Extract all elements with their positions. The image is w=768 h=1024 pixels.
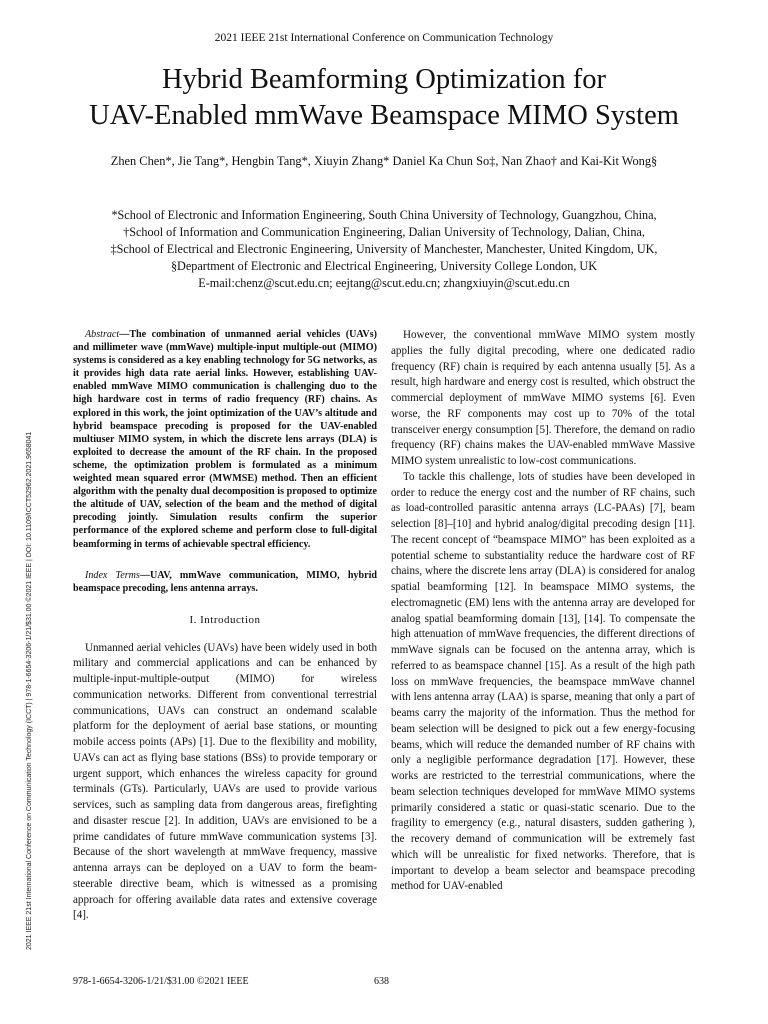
conference-header: 2021 IEEE 21st International Conference on Communication Technology bbox=[214, 32, 554, 44]
affiliations bbox=[20, 207, 748, 292]
section-heading-introduction: I. Introduction bbox=[189, 613, 261, 626]
abstract bbox=[73, 328, 377, 551]
index-terms-text: —UAV, mmWave communication, MIMO, hybrid beamspace precoding, lens antenna arrays. bbox=[73, 569, 377, 594]
right-column bbox=[391, 328, 695, 895]
title-line-2: UAV-Enabled mmWave Beamspace MIMO System bbox=[89, 100, 679, 131]
author-list: Zhen Chen*, Jie Tang*, Hengbin Tang*, Xiuyin Zhang* Daniel Ka Chun So‡, Nan Zhao† and Kai-Kit Wong§ bbox=[110, 154, 658, 168]
email-line: E-mail:chenz@scut.edu.cn; eejtang@scut.edu.cn; zhangxiuyin@scut.edu.cn bbox=[198, 276, 570, 290]
affiliation-dalian: †School of Information and Communication Engineering, Dalian University of Technology, Dalian, China, bbox=[123, 225, 645, 239]
index-terms bbox=[73, 569, 377, 595]
body-paragraph-2: To tackle this challenge, lots of studies have been developed in order to reduce the energy cost and the number of RF chains, such as load-controlled parasitic antenna arrays (LC-PAAs) [7], beam selection [8]–[10] and hybrid analog/digital precoding design [11]. The recent concept of “beamspace MIMO” has been exploited as a potential scheme to substantiality reduce the hardware cost of RF chains, where the discrete lens array (DLA) is considered for analog spatial beamforming [12]. In beamspace MIMO systems, the electromagnetic (EM) lens with the antenna array are developed for analog spatial beamforming domain [13], [14]. To compensate the high attenuation of mmWave frequencies, the different directions of mmWave signals can be focused on the antenna array, which is referred to as beamspace channel [15]. As a result of the high path loss on mmWave frequencies, the beamspace mmWave channel with lens antenna array (LAA) is sparse, meaning that only a part of beams carry the majority of the information. Thus the method for beam selection will be designed to pick out a few energy-focusing beams, which will reduce the demanded number of RF chains with only a negligible performance degradation [17]. However, these works are restricted to the terrestrial communications, where the beam selection techniques developed for mmWave MIMO systems primarily considered a static or quasi-static scenario. Due to the fragility to emergency (e.g., natural disasters, sudden gathering ), the recovery demand of communication will be extremely fast which will be unrealistic for fixed networks. Therefore, that is important to develop a beam selector and beamspace precoding method for UAV-enabled bbox=[391, 470, 695, 893]
affiliation-manchester: ‡School of Electrical and Electronic Engineering, University of Manchester, Manchester, United Kingdom, UK, bbox=[110, 242, 658, 256]
title-line-1: Hybrid Beamforming Optimization for bbox=[161, 64, 607, 95]
abstract-label: Abstract bbox=[85, 329, 120, 340]
affiliation-scut: *School of Electronic and Information Engineering, South China University of Technology, Guangzhou, China, bbox=[111, 208, 657, 222]
affiliation-ucl: §Department of Electronic and Electrical Engineering, University College London, UK bbox=[170, 259, 598, 273]
doi-sidebar: 2021 IEEE 21st International Conference on Communication Technology (ICCT) | 978-1-6654-3206-1/21/$31.00 ©2021 IEEE | DOI: 10.1109/ICCT52962.2021.9658041 bbox=[26, 431, 33, 950]
left-column bbox=[73, 328, 377, 924]
body-paragraph-1: However, the conventional mmWave MIMO system mostly applies the fully digital precoding, where one dedicated radio frequency (RF) chain is required by each antenna usually [5]. As a result, high hardware and energy cost is resulted, which obstruct the commercial deployment of mmWave MIMO systems [6]. Even worse, the RF components may cost up to 70% of the total transceiver energy consumption [5]. Therefore, the demand on radio frequency (RF) chains makes the UAV-enabled mmWave Massive MIMO system unrealistic to low-cost communications. bbox=[391, 329, 695, 467]
index-terms-label: Index Terms bbox=[85, 569, 140, 581]
intro-paragraph: Unmanned aerial vehicles (UAVs) have been widely used in both military and commercial applications and can be enhanced by multiple-input-multiple-output (MIMO) for wireless communication networks. Different from conventional terrestrial communications, UAVs can construct an ondemand scalable platform for the deployment of aerial base stations, or mounting mobile access points (APs) [1]. Due to the flexibility and mobility, UAVs can act as flying base stations (BSs) to provide temporary or urgent support, which enhances the wireless capacity for ground terminals (GTs). Particularly, UAVs are used to provide various services, such as sampling data from dangerous areas, firefighting and disaster rescue [2]. In addition, UAVs are envisioned to be a prime candidates of future mmWave communication systems [3]. Because of the short wavelength at mmWave frequency, massive antenna arrays can be deployed on a UAV to form the beam-steerable directive beam, which is witnessed as a promising approach for offering available data rates and extensive coverage [4]. bbox=[73, 641, 377, 922]
copyright-footer: 978-1-6654-3206-1/21/$31.00 ©2021 IEEE bbox=[73, 976, 249, 987]
abstract-text: —The combination of unmanned aerial vehicles (UAVs) and millimeter wave (mmWave) multiple-input multiple-out (MIMO) systems is considered as a key enabling technology for 5G networks, as it provides high data rate aerial links. However, establishing UAV-enabled mmWave MIMO communication is challenging duo to the high hardware cost in terms of radio frequency (RF) chains. As explored in this work, the joint optimization of the UAV’s altitude and hybrid beamspace precoding is proposed for the UAV-enabled multiuser MIMO system, in which the discrete lens arrays (DLA) is exploited to decrease the amount of the RF chain. In the proposed scheme, the optimization problem is formulated as a minimum weighted mean squared error (MWMSE) method. Then an efficient algorithm with the penalty dual decomposition is proposed to optimize the altitude of UAV, selection of the beam and the method of digital precoding jointly. Simulation results confirm the superior performance of the explored scheme and perform close to full-digital beamforming in terms of achievable spectral efficiency. bbox=[73, 329, 377, 550]
paper-title bbox=[20, 62, 748, 134]
page-number: 638 bbox=[374, 976, 389, 987]
